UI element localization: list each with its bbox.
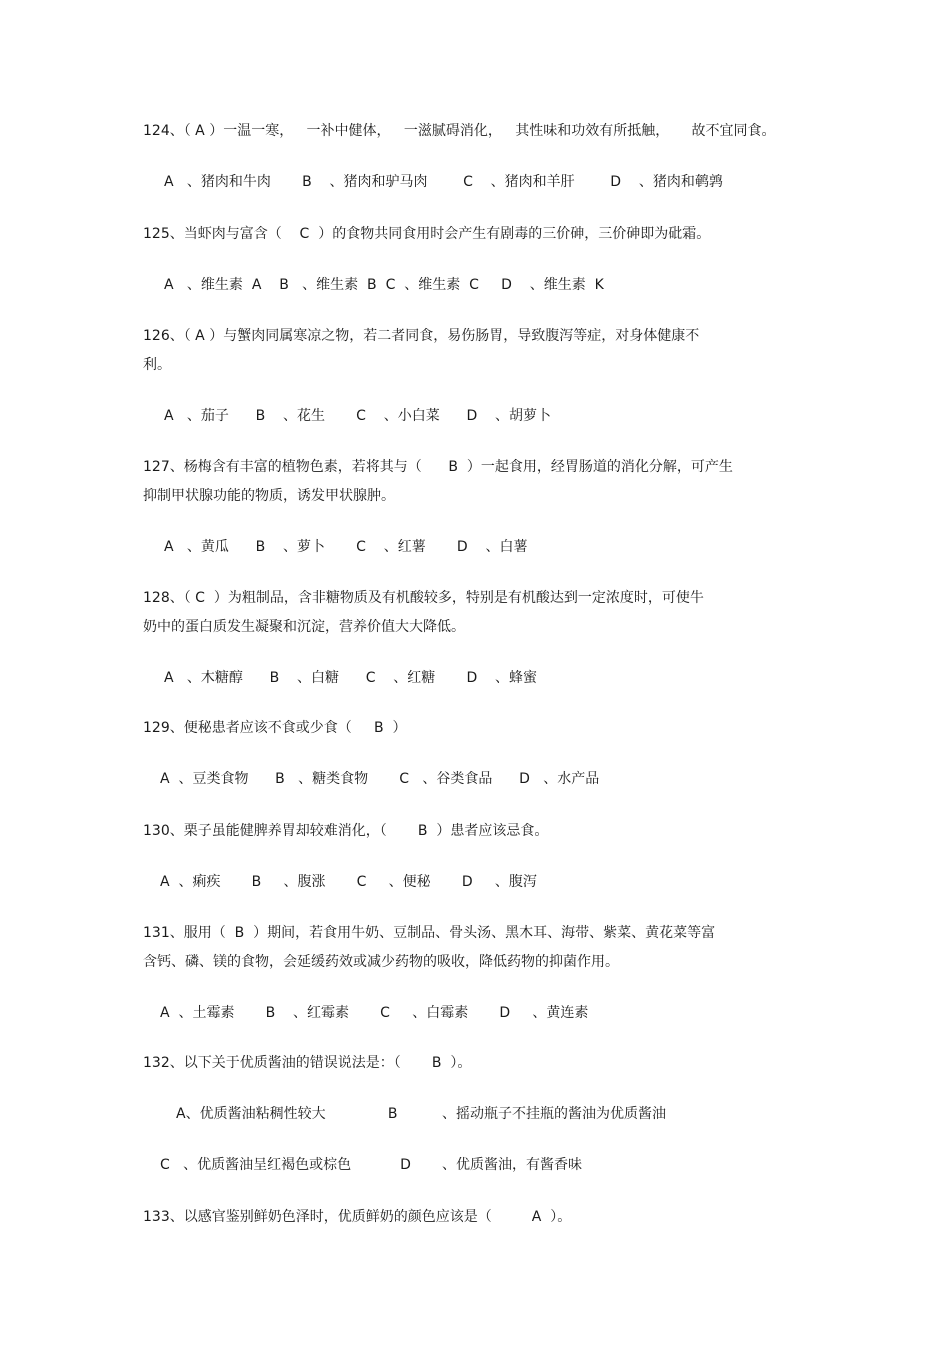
question-text: 132、以下关于优质酱油的错误说法是：（ B ）。 [143, 1055, 472, 1071]
answer-options: A 、土霉素 B 、红霉素 C 、白霉素 D 、黄连素 [160, 1005, 589, 1021]
answer-options: A 、黄瓜 B 、萝卜 C 、红薯 D 、白薯 [164, 539, 528, 555]
answer-options: A 、茄子 B 、花生 C 、小白菜 D 、胡萝卜 [164, 408, 552, 424]
question-text: 124、（ A ）一温一寒， 一补中健体， 一滋腻碍消化， 其性味和功效有所抵触， 故不宜同食。 [143, 123, 776, 139]
answer-options: A、优质酱油粘稠性较大 B 、摇动瓶子不挂瓶的酱油为优质酱油 [176, 1106, 666, 1122]
answer-options: C 、优质酱油呈红褐色或棕色 D 、优质酱油，有酱香味 [160, 1157, 583, 1173]
question-text: 127、杨梅含有丰富的植物色素，若将其与（ B ）一起食用，经胃肠道的消化分解，可产生 [143, 459, 733, 475]
question-text: 125、当虾肉与富含（ C ）的食物共同食用时会产生有剧毒的三价砷，三价砷即为砒霜。 [143, 226, 711, 242]
answer-options: A 、木糖醇 B 、白糖 C 、红糖 D 、蜂蜜 [164, 670, 538, 686]
answer-options: A 、猪肉和牛肉 B 、猪肉和驴马肉 C 、猪肉和羊肝 D 、猪肉和鹌鹑 [164, 174, 723, 190]
question-text: 利。 [143, 357, 171, 373]
question-text: 抑制甲状腺功能的物质，诱发甲状腺肿。 [143, 488, 395, 504]
question-text: 130、栗子虽能健脾养胃却较难消化，（ B ）患者应该忌食。 [143, 823, 549, 839]
question-text: 奶中的蛋白质发生凝聚和沉淀，营养价值大大降低。 [143, 619, 465, 635]
question-text: 131、服用（ B ）期间，若食用牛奶、豆制品、骨头汤、黑木耳、海带、紫菜、黄花菜等富 [143, 925, 716, 941]
question-text: 126、（ A ）与蟹肉同属寒凉之物，若二者同食，易伤肠胃，导致腹泻等症，对身体健康不 [143, 328, 700, 344]
question-text: 129、便秘患者应该不食或少食（ B ） [143, 720, 407, 736]
question-text: 含钙、磷、镁的食物，会延缓药效或减少药物的吸收，降低药物的抑菌作用。 [143, 954, 619, 970]
question-text: 133、以感官鉴别鲜奶色泽时，优质鲜奶的颜色应该是（ A ）。 [143, 1209, 572, 1225]
question-text: 128、（ C ）为粗制品，含非糖物质及有机酸较多，特别是有机酸达到一定浓度时，可使牛 [143, 590, 704, 606]
answer-options: A 、维生素 A B 、维生素 B C 、维生素 C D 、维生素 K [164, 277, 604, 293]
answer-options: A 、痢疾 B 、腹涨 C 、便秘 D 、腹泻 [160, 874, 537, 890]
answer-options: A 、豆类食物 B 、糖类食物 C 、谷类食品 D 、水产品 [160, 771, 600, 787]
